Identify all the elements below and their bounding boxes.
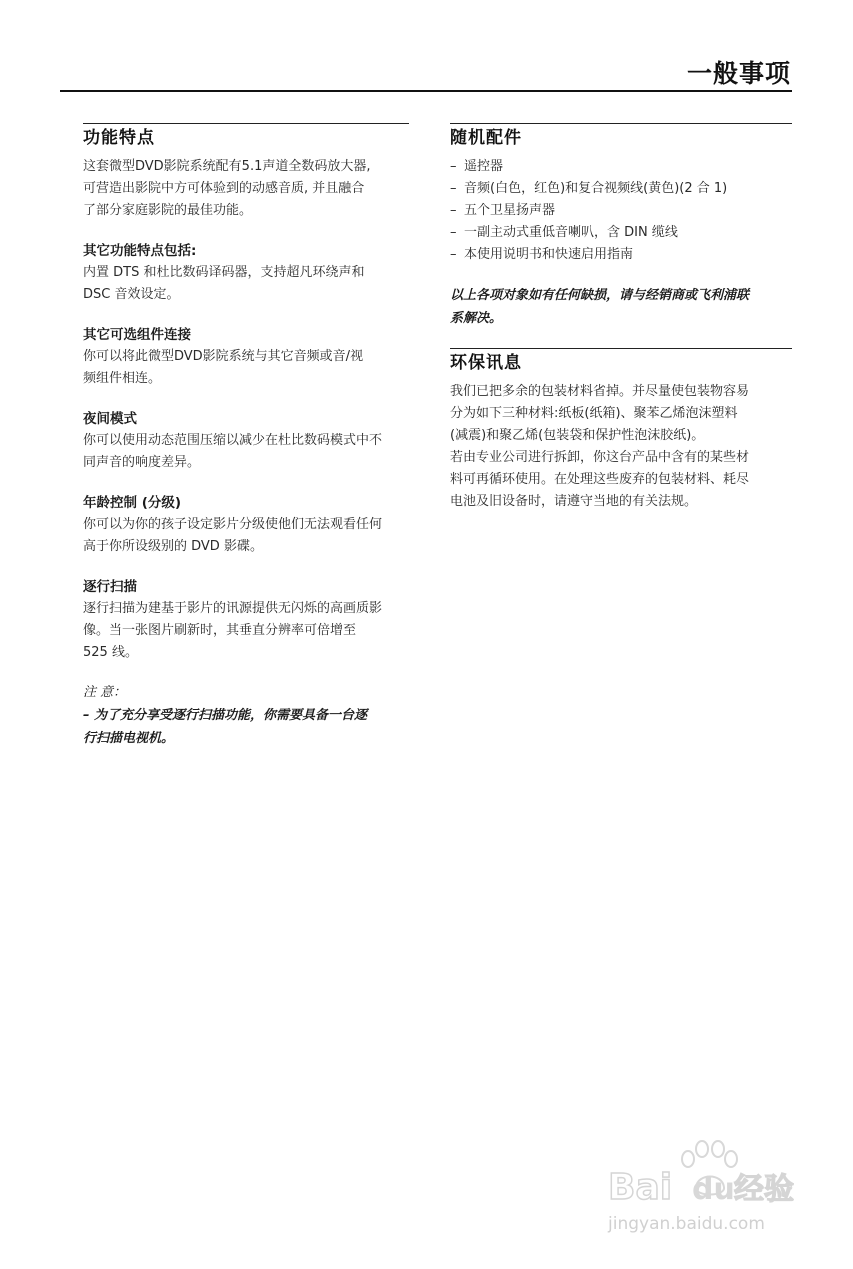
- features-intro-line: 了部分家庭影院的最佳功能。: [83, 203, 253, 218]
- age-control-line: 高于你所设级别的 DVD 影碟。: [83, 539, 263, 554]
- list-item: – 本使用说明书和快速启用指南: [450, 247, 634, 262]
- page-title: 一般事项: [686, 59, 791, 88]
- environment-line: 分为如下三种材料:纸板(纸箱)、聚苯乙烯泡沫塑料: [450, 406, 738, 421]
- environment-title: 环保讯息: [450, 348, 792, 375]
- features-intro: [83, 156, 409, 222]
- optional-connect-title: 其它可选组件连接: [83, 327, 191, 343]
- progressive-scan-line: 525 线。: [83, 645, 138, 660]
- list-item: – 五个卫星扬声器: [450, 203, 556, 218]
- age-control-title: 年龄控制 (分级): [83, 495, 182, 511]
- note-line: 行扫描电视机。: [83, 731, 175, 746]
- paw-logo-icon: [606, 1135, 806, 1235]
- left-column: [83, 123, 409, 750]
- progressive-scan-line: 逐行扫描为建基于影片的讯源提供无闪烁的高画质影: [83, 601, 383, 616]
- accessories-warning-line: 以上各项对象如有任何缺损，请与经销商或飞利浦联: [450, 288, 750, 303]
- other-features-line: 内置 DTS 和杜比数码译码器，支持超凡环绕声和: [83, 265, 365, 280]
- night-mode-title: 夜间模式: [83, 411, 137, 427]
- features-intro-line: 这套微型DVD影院系统配有5.1声道全数码放大器,: [83, 159, 371, 174]
- brand-text: Bai: [608, 1167, 673, 1208]
- brand-text-du: du: [692, 1172, 735, 1207]
- accessories-title: 随机配件: [450, 123, 792, 150]
- accessories-warning-line: 系解决。: [450, 311, 503, 326]
- note-label: 注 意：: [83, 685, 127, 700]
- optional-connect-line: 你可以将此微型DVD影院系统与其它音频或音/视: [83, 349, 364, 364]
- header-rule: [60, 90, 792, 92]
- night-mode-line: 同声音的响度差异。: [83, 455, 201, 470]
- list-item: – 一副主动式重低音喇叭，含 DIN 缆线: [450, 225, 678, 240]
- progressive-scan-title: 逐行扫描: [83, 579, 137, 595]
- environment-line: 若由专业公司进行拆卸，你这台产品中含有的某些材: [450, 450, 750, 465]
- brand-cn-text: 经验: [734, 1172, 794, 1207]
- other-features-line: DSC 音效设定。: [83, 287, 180, 302]
- progressive-scan-line: 像。当一张图片刷新时，其垂直分辨率可倍增至: [83, 623, 357, 638]
- baidu-jingyan-watermark: [606, 1135, 806, 1235]
- features-title: 功能特点: [83, 123, 409, 150]
- age-control-line: 你可以为你的孩子设定影片分级使他们无法观看任何: [83, 517, 383, 532]
- watermark-url: jingyan.baidu.com: [608, 1214, 765, 1234]
- environment-line: 我们已把多余的包装材料省掉。并尽量使包装物容易: [450, 384, 750, 399]
- other-features-title: 其它功能特点包括:: [83, 243, 197, 259]
- night-mode-line: 你可以使用动态范围压缩以减少在杜比数码模式中不: [83, 433, 383, 448]
- optional-connect-line: 频组件相连。: [83, 371, 162, 386]
- features-intro-line: 可营造出影院中方可体验到的动感音质, 并且融合: [83, 181, 365, 196]
- environment-line: (减震)和聚乙烯(包装袋和保护性泡沫胶纸)。: [450, 428, 705, 443]
- environment-line: 料可再循环使用。在处理这些废弃的包装材料、耗尽: [450, 472, 750, 487]
- right-column: [450, 123, 792, 513]
- list-item: – 音频(白色，红色)和复合视频线(黄色)(2 合 1): [450, 181, 728, 196]
- list-item: – 遥控器: [450, 159, 504, 174]
- accessories-list: [450, 156, 792, 266]
- note-line: – 为了充分享受逐行扫描功能，你需要具备一台逐: [83, 708, 368, 723]
- environment-line: 电池及旧设备时，请遵守当地的有关法规。: [450, 494, 698, 509]
